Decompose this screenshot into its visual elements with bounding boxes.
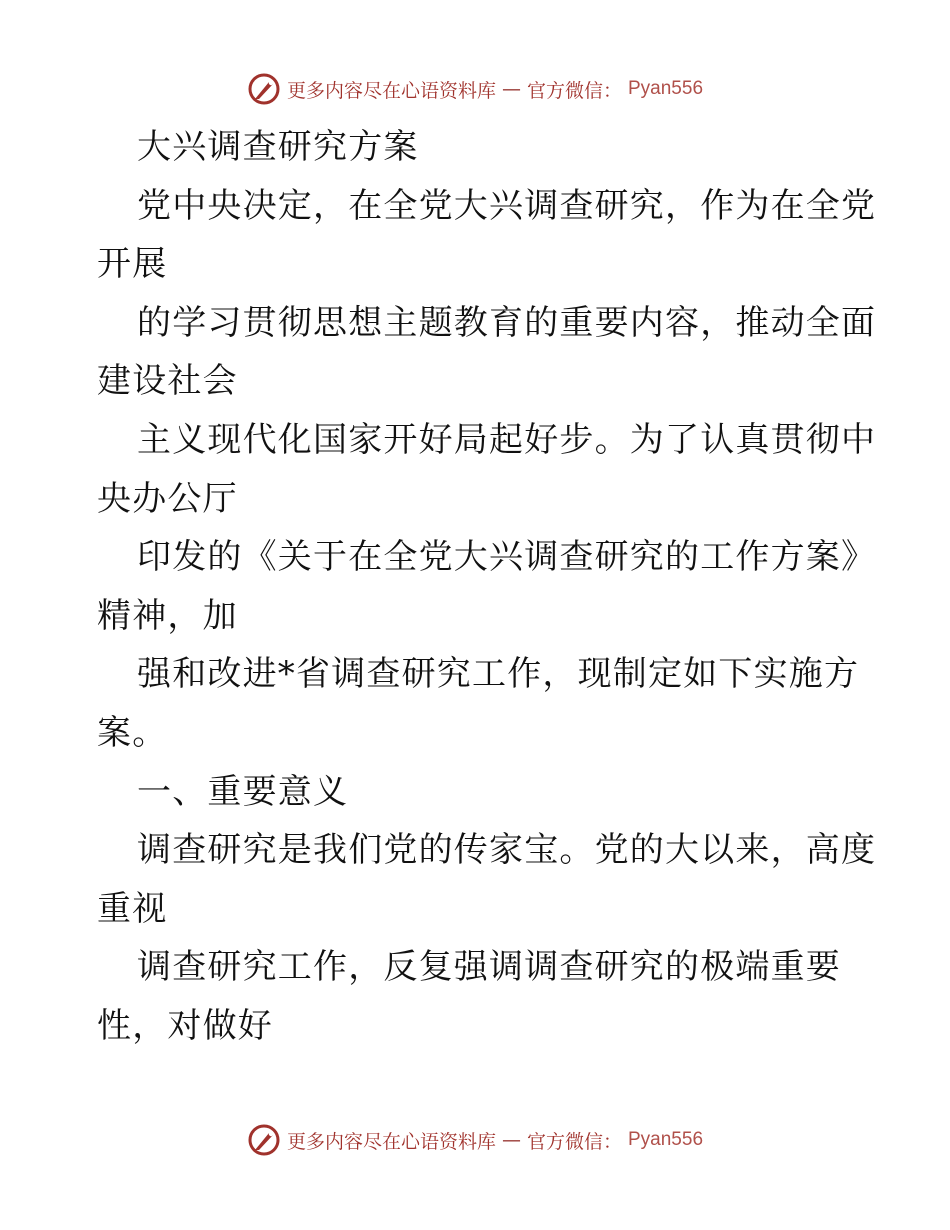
watermark-handle: Pyan556 <box>628 1129 704 1150</box>
paragraph-line: 案。 <box>97 712 168 753</box>
paragraph-line: 主义现代化国家开好局起好步。为了认真贯彻中 <box>137 419 877 460</box>
watermark-handle: Pyan556 <box>628 78 704 99</box>
paragraph-line: 性，对做好 <box>97 1005 273 1046</box>
document-title: 大兴调查研究方案 <box>137 127 419 167</box>
watermark-site-text: 更多内容尽在心语资料库 <box>286 79 496 102</box>
section-heading: 一、重要意义 <box>137 771 349 812</box>
footer-watermark <box>0 1123 950 1157</box>
paragraph-line: 开展 <box>97 244 168 285</box>
watermark-site-text: 更多内容尽在心语资料库 <box>286 1130 496 1153</box>
paragraph-line: 强和改进*省调查研究工作，现制定如下实施方 <box>137 654 860 695</box>
paragraph-line: 央办公厅 <box>97 478 238 519</box>
paragraph-line: 党中央决定，在全党大兴调查研究，作为在全党 <box>137 185 877 226</box>
document-body <box>97 118 877 1056</box>
paragraph-line: 的学习贯彻思想主题教育的重要内容，推动全面 <box>137 302 877 343</box>
quill-pen-logo-icon <box>247 72 281 106</box>
paragraph-line: 建设社会 <box>97 361 238 402</box>
paragraph-line: 重视 <box>97 888 168 929</box>
watermark-separator: — <box>501 78 521 100</box>
watermark-wechat-text: 官方微信： <box>526 79 622 102</box>
quill-pen-logo-icon <box>247 1123 281 1157</box>
watermark-wechat-text: 官方微信： <box>526 1130 622 1153</box>
paragraph-line: 精神，加 <box>97 595 238 636</box>
header-watermark <box>0 72 950 106</box>
paragraph-line: 调查研究工作，反复强调调查研究的极端重要 <box>137 947 841 988</box>
watermark-separator: — <box>501 1129 521 1151</box>
paragraph-line: 调查研究是我们党的传家宝。党的大以来，高度 <box>137 830 877 871</box>
paragraph-line: 印发的《关于在全党大兴调查研究的工作方案》 <box>137 537 877 578</box>
